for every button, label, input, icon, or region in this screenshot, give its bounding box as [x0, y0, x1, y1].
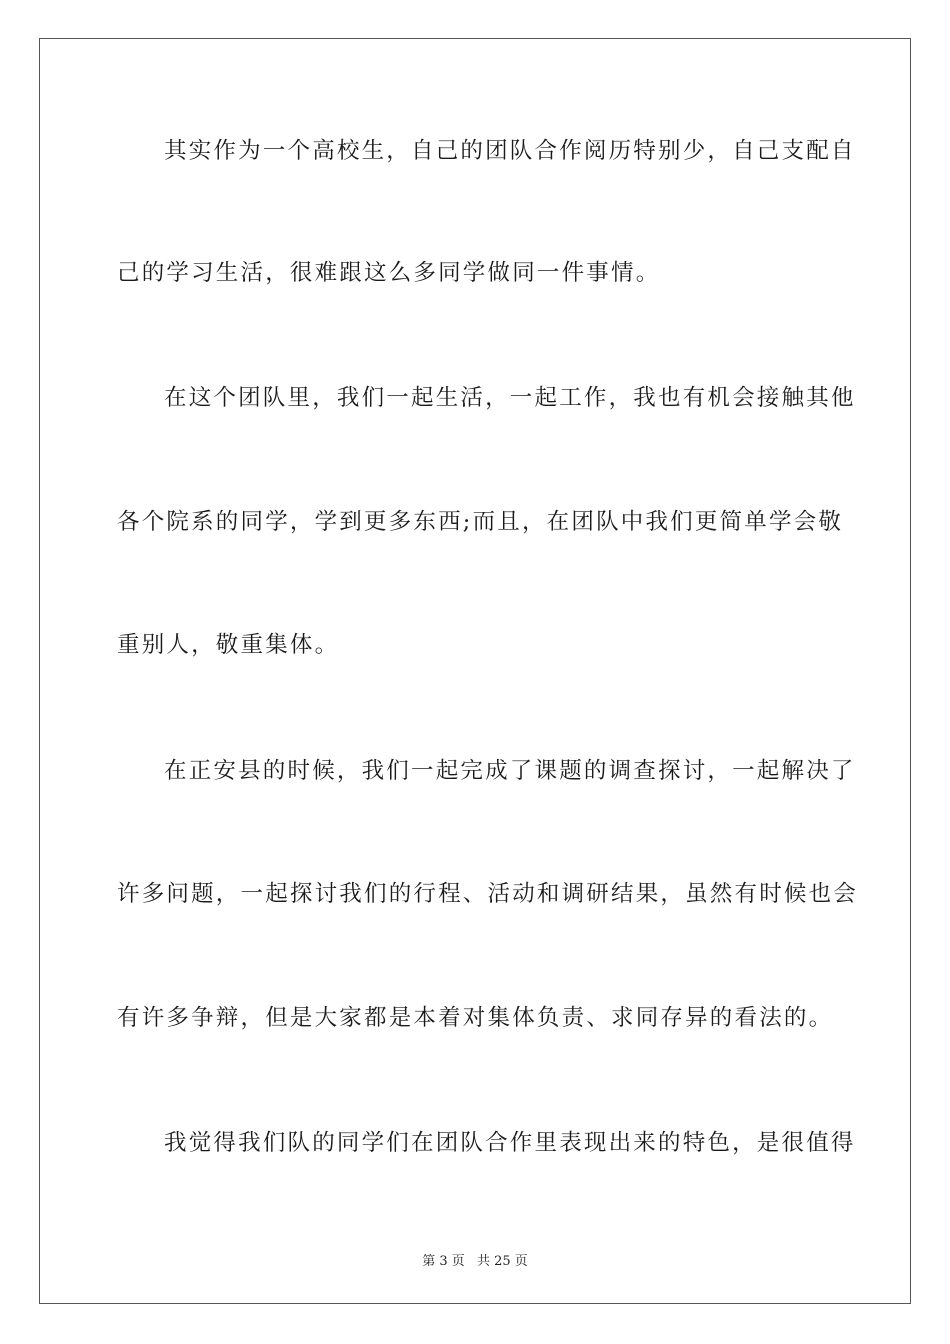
paragraph-2-line-3: 重别人，敬重集体。 [117, 632, 340, 658]
paragraph-1-line-1: 其实作为一个高校生，自己的团队合作阅历特别少，自己支配自 [164, 138, 856, 164]
paragraph-2-line-1: 在这个团队里，我们一起生活，一起工作，我也有机会接触其他 [164, 385, 856, 411]
page-number: 第 3 页 [422, 1254, 465, 1269]
page-footer [0, 1250, 950, 1269]
paragraph-4-line-1: 我觉得我们队的同学们在团队合作里表现出来的特色，是很值得 [164, 1130, 856, 1156]
paragraph-3-line-3: 有许多争辩，但是大家都是本着对集体负责、求同存异的看法的。 [117, 1005, 834, 1031]
page-total: 共 25 页 [476, 1254, 528, 1269]
paragraph-3-line-1: 在正安县的时候，我们一起完成了课题的调查探讨，一起解决了 [164, 758, 856, 784]
paragraph-2-line-2: 各个院系的同学，学到更多东西;而且，在团队中我们更简单学会敬 [117, 509, 844, 535]
paragraph-1-line-2: 己的学习生活，很难跟这么多同学做同一件事情。 [117, 260, 661, 286]
page-border [39, 38, 911, 1304]
paragraph-3-line-2: 许多问题，一起探讨我们的行程、活动和调研结果，虽然有时候也会 [117, 881, 859, 907]
